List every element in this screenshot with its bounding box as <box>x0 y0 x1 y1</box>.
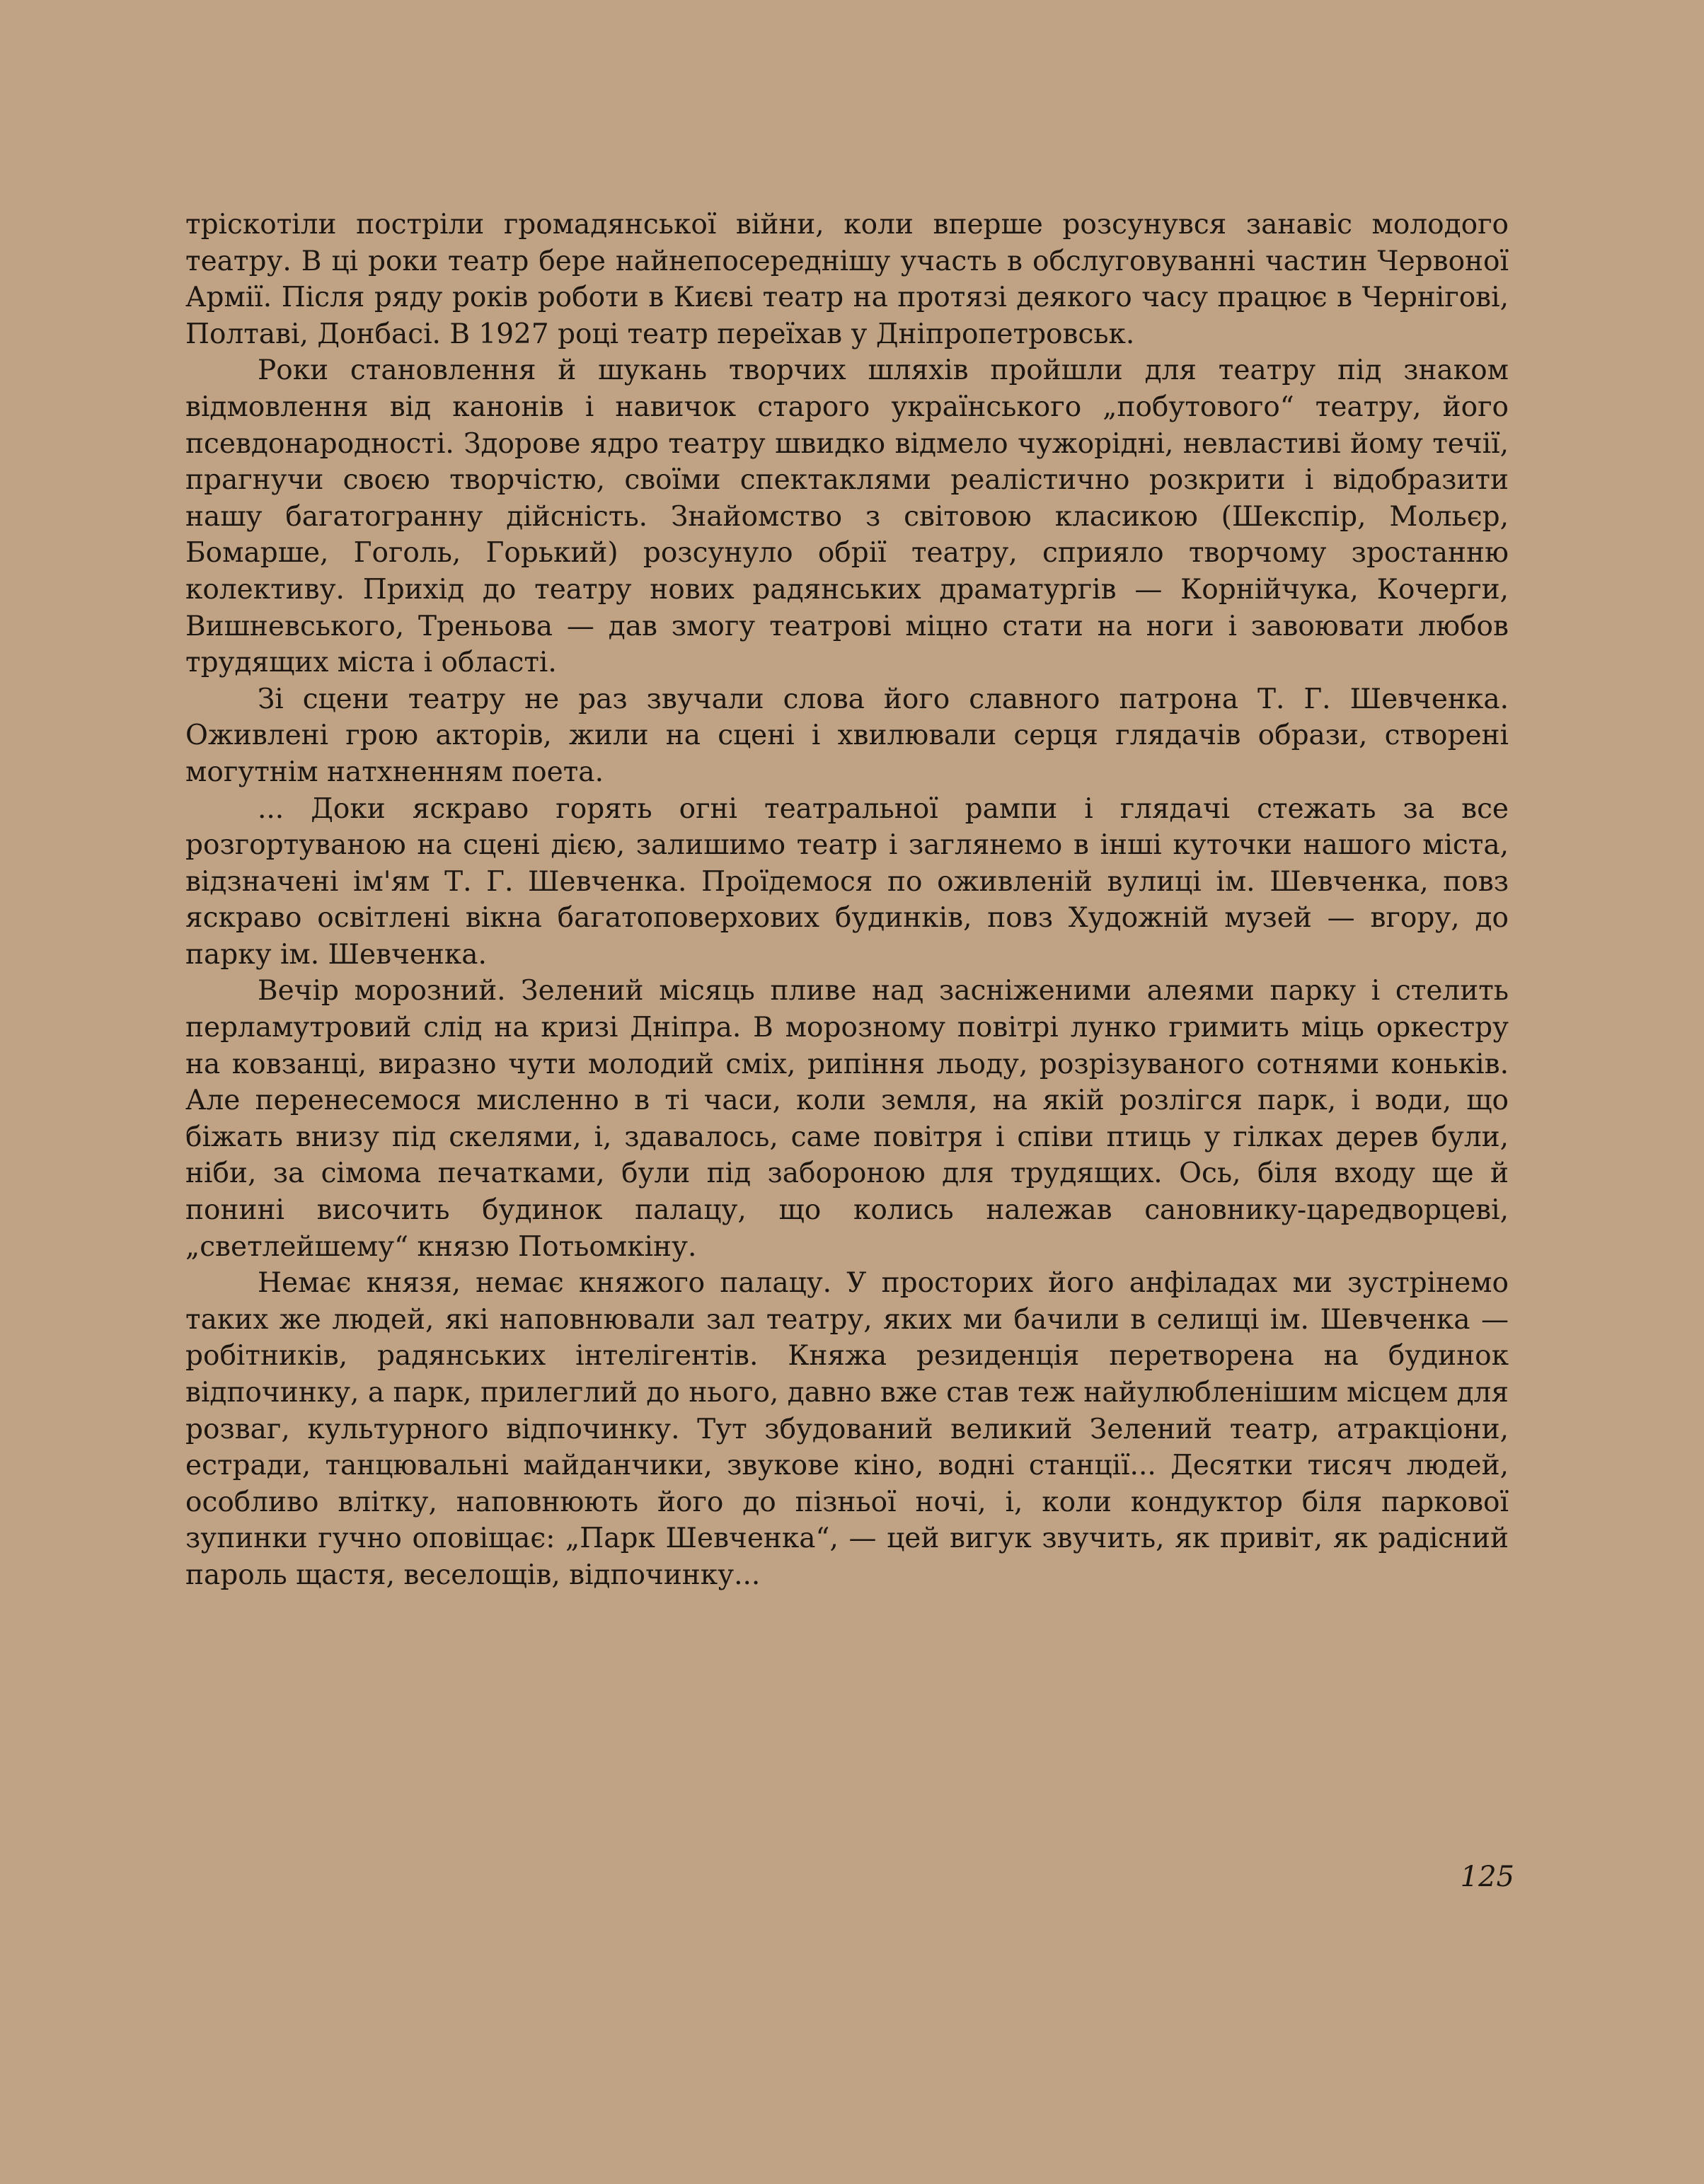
page-number: 125 <box>1460 1861 1514 1893</box>
paragraph-6: Немає князя, немає княжого палацу. У просторих його анфіладах ми зустрінемо таких же людей, які наповнювали зал театру, яких ми бачили в селищі ім. Шевченка — робітників, радянських інтелігентів. Княжа резиденція перетворена на будинок відпочинку, а парк, прилеглий до нього, давно вже став теж найулюбленішим місцем для розваг, культурного відпочинку. Тут збудований великий Зелений театр, атракціони, естради, танцювальні майданчики, звукове кіно, водні станції... Десятки тисяч людей, особливо влітку, наповнюють його до пізньої ночі, і, коли кондуктор біля паркової зупинки гучно оповіщає: „Парк Шевченка“, — цей вигук звучить, як привіт, як радісний пароль щастя, веселощів, відпочинку... <box>185 1267 1509 1591</box>
paragraph-3: Зі сцени театру не раз звучали слова його славного патрона Т. Г. Шевченка. Оживлені грою акторів, жили на сцені і хвилювали серця глядачів образи, створені могутнім натхненням поета. <box>185 683 1509 788</box>
paragraph-1: тріскотіли постріли громадянської війни, коли вперше розсунувся занавіс молодого театру. В ці роки театр бере найнепосереднішу участь в обслуговуванні частин Червоної Армії. Після ряду років роботи в Києві театр на протязі деякого часу працює в Чернігові, Полтаві, Донбасі. В 1927 році театр переїхав у Дніпропетровськ. <box>185 209 1509 350</box>
paragraph-4: ... Доки яскраво горять огні театральної рампи і глядачі стежать за все розгортуваною на сцені дією, залишимо театр і заглянемо в інші куточки нашого міста, відзначені ім'ям Т. Г. Шевченка. Проїдемося по оживленій вулиці ім. Шевченка, повз яскраво освітлені вікна багатоповерхових будинків, повз Художній музей — вгору, до парку ім. Шевченка. <box>185 792 1509 971</box>
paragraph-5: Вечір морозний. Зелений місяць пливе над засніженими алеями парку і стелить перламутровий слід на кризі Дніпра. В морозному повітрі лунко гримить міць оркестру на ковзанці, виразно чути молодий сміх, рипіння льоду, розрізуваного сотнями коньків. Але перенесемося мисленно в ті часи, коли земля, на якій розлігся парк, і води, що біжать внизу під скелями, і, здавалось, саме повітря і співи птиць у гілках дерев були, ніби, за сімома печатками, були під забороною для трудящих. Ось, біля входу ще й понині височить будинок палацу, що колись належав сановнику-царедворцеві, „светлейшему“ князю Потьомкіну. <box>185 975 1509 1263</box>
body-text <box>185 207 1509 1594</box>
paragraph-2: Роки становлення й шукань творчих шляхів пройшли для театру під знаком відмовлення від канонів і навичок старого українського „побутового“ театру, його псевдонародності. Здорове ядро театру швидко відмело чужорідні, невластиві йому течії, прагнучи своєю творчістю, своїми спектаклями реалістично розкрити і відобразити нашу багатогранну дійсність. Знайомство з світовою класикою (Шекспір, Мольєр, Бомарше, Гоголь, Горький) розсунуло обрії театру, сприяло творчому зростанню колективу. Прихід до театру нових радянських драматургів — Корнійчука, Кочерги, Вишневського, Треньова — дав змогу театрові міцно стати на ноги і завоювати любов трудящих міста і області. <box>185 354 1509 679</box>
